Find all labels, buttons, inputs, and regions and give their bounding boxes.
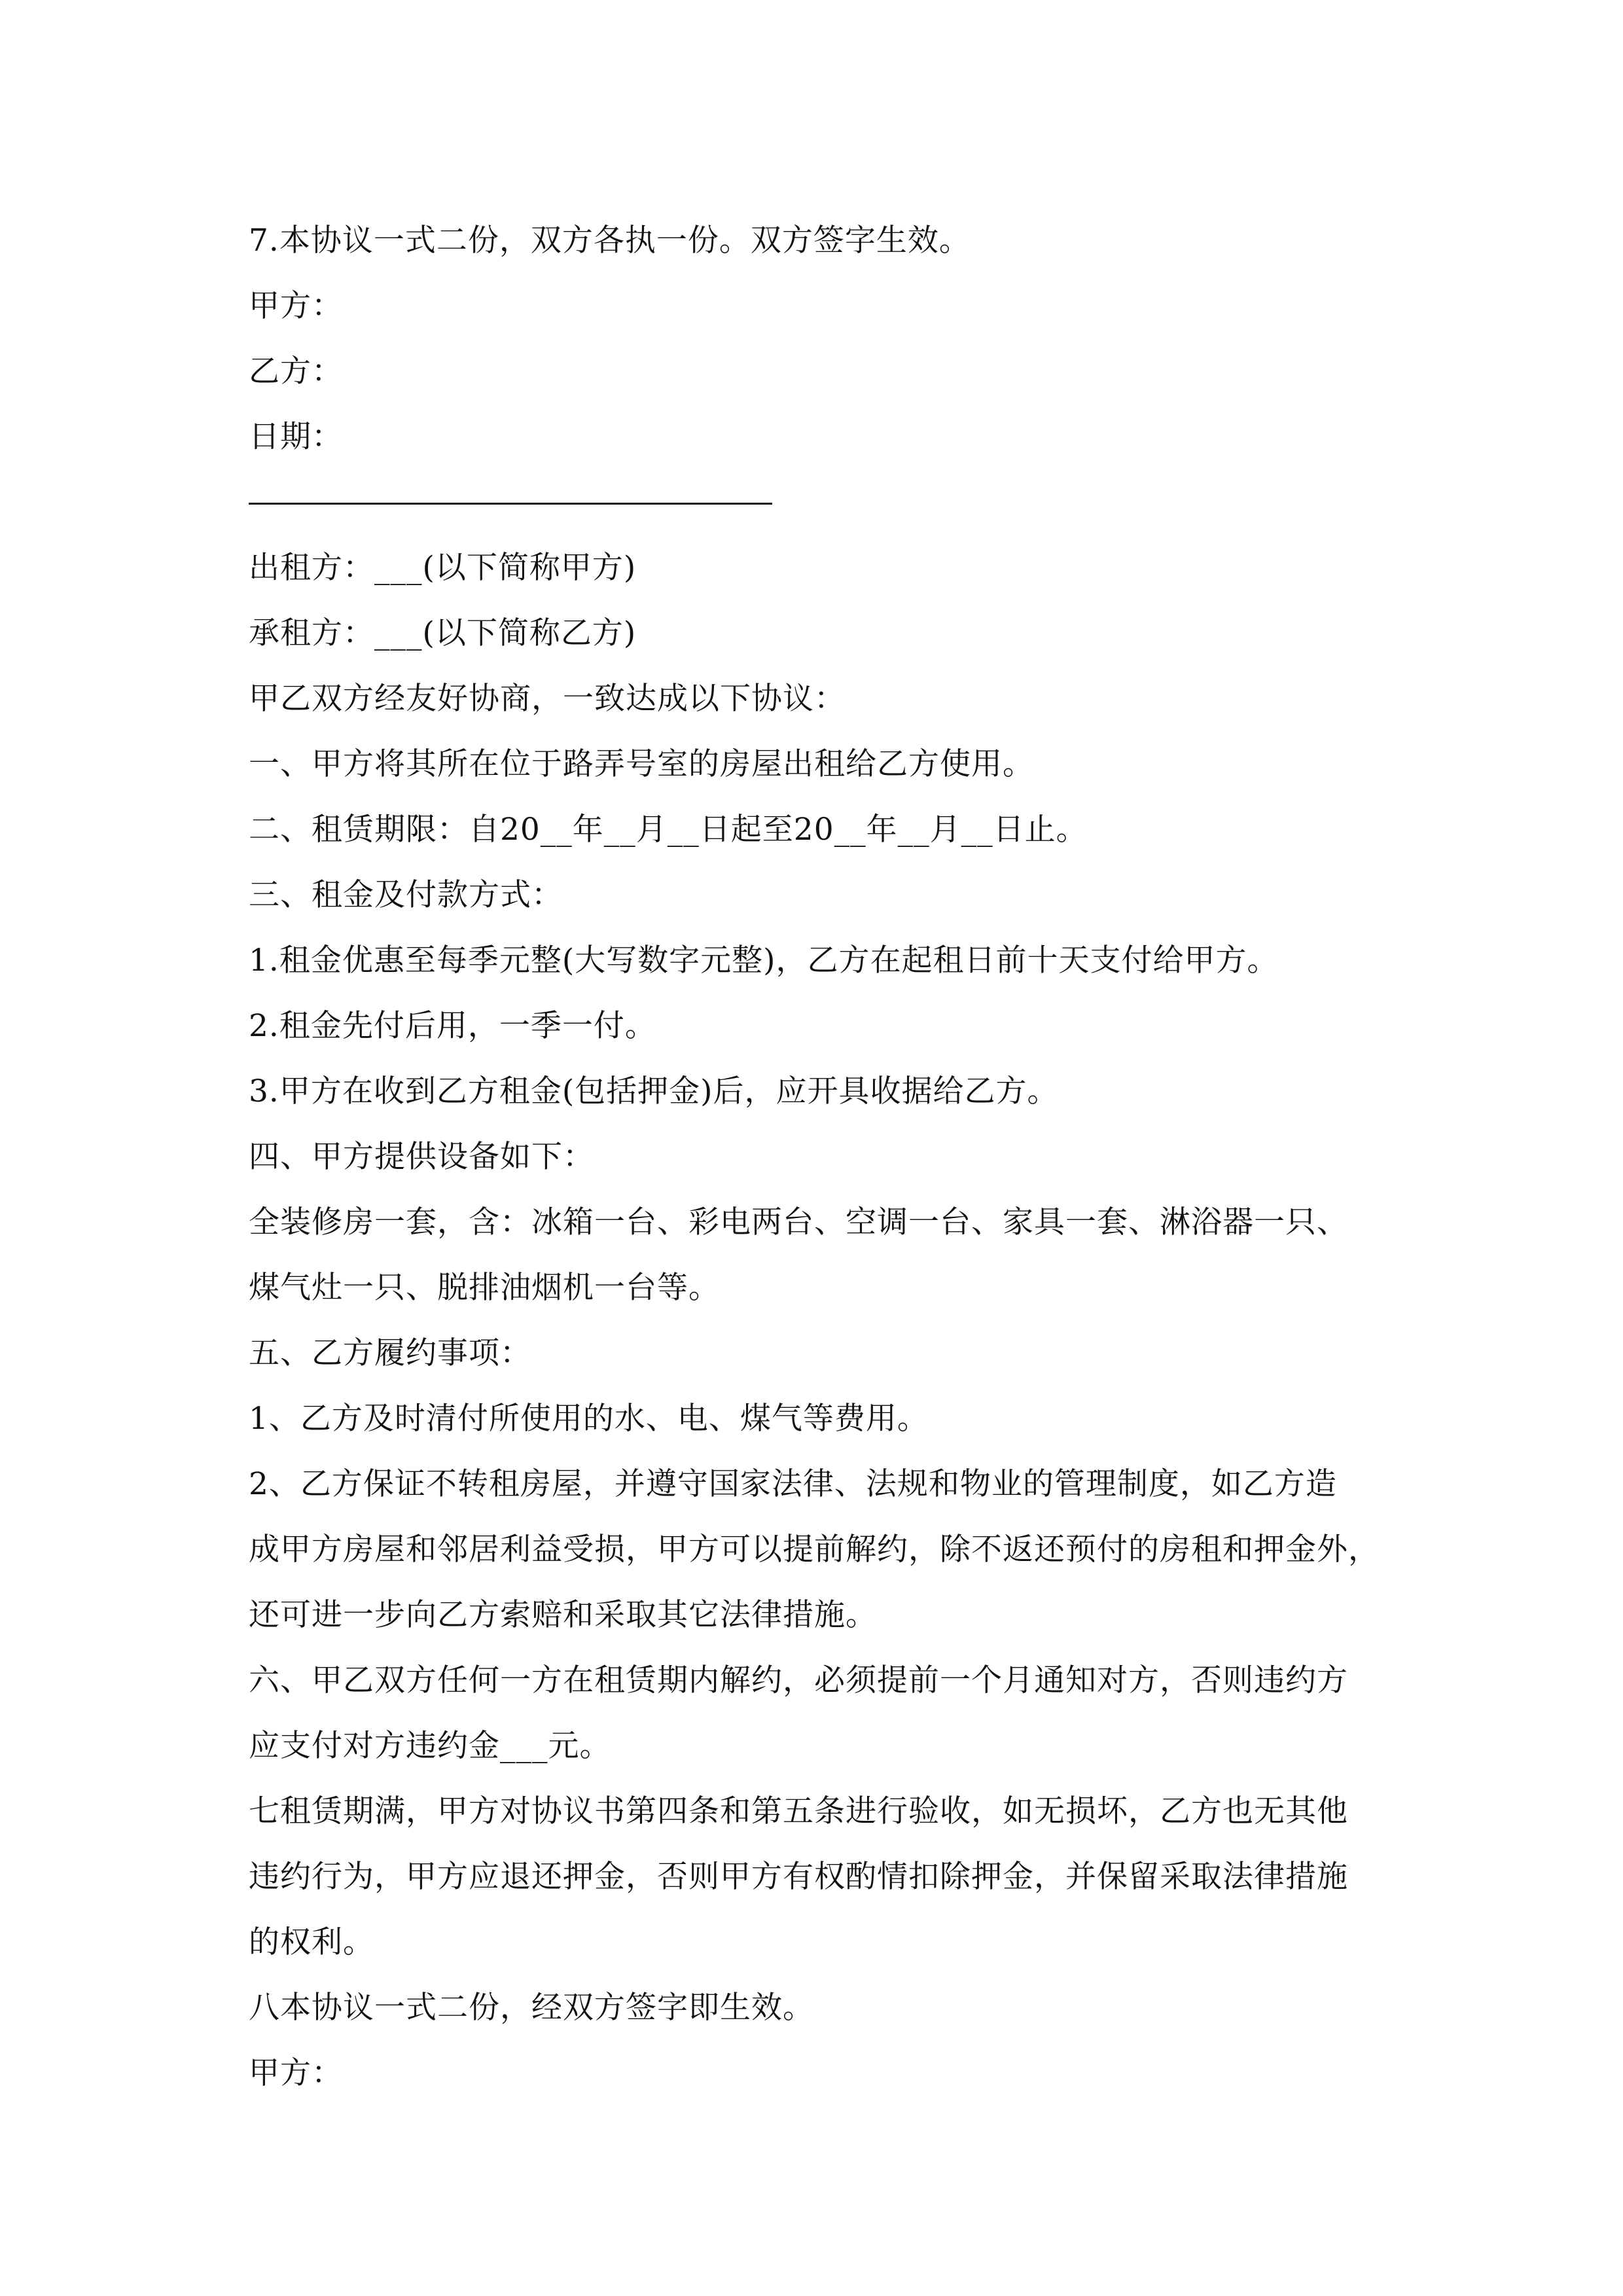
section-5-item-2-line-3: 还可进一步向乙方索赔和采取其它法律措施。 xyxy=(249,1597,877,1633)
lessor-line: 出租方：___(以下简称甲方) xyxy=(249,550,637,586)
section-3-heading: 三、租金及付款方式： xyxy=(249,877,563,913)
date-label: 日期： xyxy=(249,419,343,455)
section-4-text-line-2: 煤气灶一只、脱排油烟机一台等。 xyxy=(249,1270,720,1306)
section-6-line-2: 应支付对方违约金___元。 xyxy=(249,1728,611,1764)
section-8-effectiveness: 八本协议一式二份，经双方签字即生效。 xyxy=(249,1990,814,2026)
document-body xyxy=(249,208,1414,2106)
section-4-text-line-1: 全装修房一套，含：冰箱一台、彩电两台、空调一台、家具一套、淋浴器一只、 xyxy=(249,1204,1348,1240)
party-a-signature-label: 甲方： xyxy=(249,288,343,324)
section-2-lease-term: 二、租赁期限：自20__年__月__日起至20__年__月__日止。 xyxy=(249,812,1088,848)
divider-rule xyxy=(249,503,772,505)
section-3-item-3: 3.甲方在收到乙方租金(包括押金)后，应开具收据给乙方。 xyxy=(249,1073,1059,1109)
section-4-heading: 四、甲方提供设备如下： xyxy=(249,1139,594,1175)
section-7-line-2: 违约行为，甲方应退还押金，否则甲方有权酌情扣除押金，并保留采取法律措施 xyxy=(249,1859,1348,1895)
section-6-line-1: 六、甲乙双方任何一方在租赁期内解约，必须提前一个月通知对方，否则违约方 xyxy=(249,1662,1348,1698)
lessee-line: 承租方：___(以下简称乙方) xyxy=(249,615,637,651)
section-5-item-1: 1、乙方及时清付所使用的水、电、煤气等费用。 xyxy=(249,1401,929,1437)
section-7-line-1: 七租赁期满，甲方对协议书第四条和第五条进行验收，如无损坏，乙方也无其他 xyxy=(249,1793,1348,1829)
section-1-property: 一、甲方将其所在位于路弄号室的房屋出租给乙方使用。 xyxy=(249,746,1034,782)
section-5-item-2-line-1: 2、乙方保证不转租房屋，并遵守国家法律、法规和物业的管理制度，如乙方造 xyxy=(249,1466,1337,1502)
section-3-item-1: 1.租金优惠至每季元整(大写数字元整)，乙方在起租日前十天支付给甲方。 xyxy=(249,942,1279,978)
agreement-intro: 甲乙双方经友好协商，一致达成以下协议： xyxy=(249,681,846,717)
section-divider xyxy=(249,470,1414,535)
section-5-item-2-line-2: 成甲方房屋和邻居利益受损，甲方可以提前解约，除不返还预付的房租和押金外， xyxy=(249,1532,1380,1568)
party-b-signature-label: 乙方： xyxy=(249,353,343,389)
party-a-end-signature-label: 甲方： xyxy=(249,2055,343,2091)
section-7-line-3: 的权利。 xyxy=(249,1924,374,1960)
section-5-heading: 五、乙方履约事项： xyxy=(249,1335,531,1371)
section-3-item-2: 2.租金先付后用，一季一付。 xyxy=(249,1008,656,1044)
clause-7-effectiveness: 7.本协议一式二份，双方各执一份。双方签字生效。 xyxy=(249,223,971,259)
